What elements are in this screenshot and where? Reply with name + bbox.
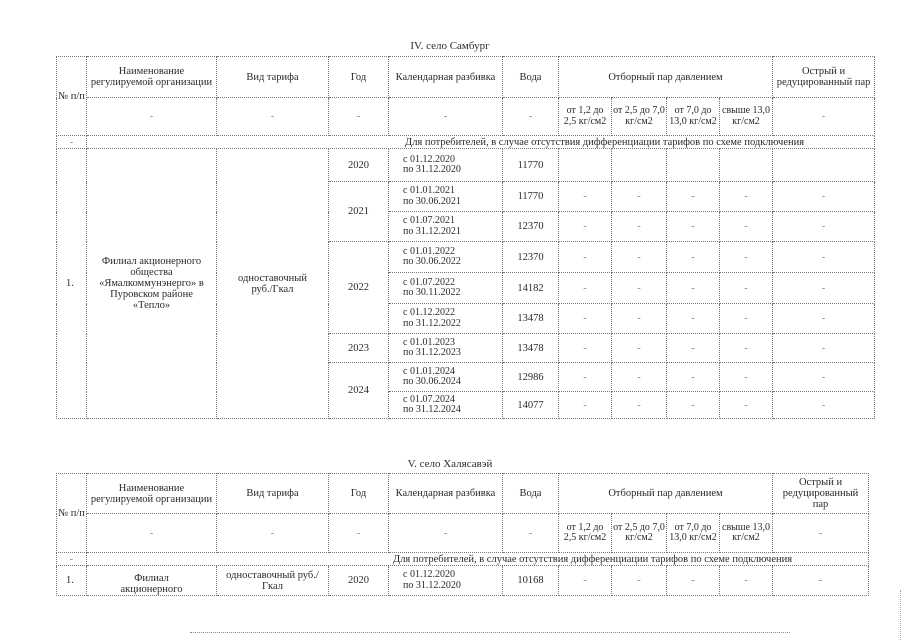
period-cell: с 01.07.2024 по 31.12.2024 xyxy=(389,392,503,419)
water-value: 13478 xyxy=(503,304,559,334)
header-num: № п/п xyxy=(57,474,87,553)
header-water: Вода xyxy=(503,57,559,98)
water-value: 12370 xyxy=(503,242,559,273)
water-value: 11770 xyxy=(503,182,559,212)
period-cell: с 01.01.2021 по 30.06.2021 xyxy=(389,182,503,212)
period-cell: с 01.07.2022 по 30.11.2022 xyxy=(389,273,503,304)
water-value: 11770 xyxy=(503,149,559,182)
header-pressure-3: от 7,0 до 13,0 кг/см2 xyxy=(667,98,720,136)
tariff-type: одноставочный руб./Гкал xyxy=(217,149,329,419)
year-cell: 2024 xyxy=(329,363,389,419)
header-org: Наименование регулируемой организации xyxy=(87,57,217,98)
tariff-table-samburg: № п/п Наименование регулируемой организации Вид тарифа Год Календарная разбивка Вода Отборный пар давлением Острый и редуцированный пар - - - - - от 1,2 до 2,5 кг/см2 от 2,5 до 7,0 кг/см2 от 7,0 до 13,0 кг/см2 свыше 13,0 кг/см2 - - Для потребителей, в случае отсутствия дифференциации тарифов по схеме подключения 1. Филиал акционерного общества «Ямалкоммунэнерго» в Пуровском районе «Тепло» одноставочный руб./Гкал 2020 с 01.12.2020 по 31.12.2020 11770 2021 с 01.01.2021 по 30.06.2021 11770 - - - - - с 01.07.2021 по 31.12.2021 12370 - - - - - 2022 с 01.01.2022 по 30.06.2022 12370 - - - - - с 01.07.2022 по 30.11.2022 14182 - - - - - с 01.12.2022 по 31.12.2022 13478 - - - - - 2023 с 01.01.2023 по 31.12.2023 13478 - - - - - 2024 с 01.01.2024 по 30.06.2024 12986 - - - - - с 01.07.2024 по 31.12.2024 14077 - - - - - xyxy=(56,56,875,419)
page-edge-mark xyxy=(900,590,903,640)
header-pressure-1: от 1,2 до 2,5 кг/см2 xyxy=(559,98,612,136)
year-cell: 2022 xyxy=(329,242,389,334)
water-value: 10168 xyxy=(503,566,559,596)
period-cell: с 01.12.2020 по 31.12.2020 xyxy=(389,149,503,182)
tariff-table-khalyasavey: № п/п Наименование регулируемой организации Вид тарифа Год Календарная разбивка Вода Отборный пар давлением Острый и редуцированный пар - - - - - от 1,2 до 2,5 кг/см2 от 2,5 до 7,0 кг/см2 от 7,0 до 13,0 кг/см2 свыше 13,0 кг/см2 - - Для потребителей, в случае отсутствия дифференциации тарифов по схеме подключения 1. Филиал акционерного одноставочный руб./Гкал 2020 с 01.12.2020 по 31.12.2020 10168 - - - - - xyxy=(56,473,869,596)
period-cell: с 01.01.2022 по 30.06.2022 xyxy=(389,242,503,273)
header-dash: - xyxy=(329,98,389,136)
footer-dotted-line xyxy=(190,632,790,633)
year-cell: 2020 xyxy=(329,149,389,182)
section-iv-title: IV. село Самбург xyxy=(410,40,490,52)
header-year: Год xyxy=(329,474,389,514)
header-pressure-4: свыше 13,0 кг/см2 xyxy=(720,514,773,553)
period-cell: с 01.01.2024 по 30.06.2024 xyxy=(389,363,503,392)
row-number: 1. xyxy=(57,149,87,419)
header-dash: - xyxy=(217,98,329,136)
header-steam: Отборный пар давлением xyxy=(559,474,773,514)
organization-name: Филиал акционерного общества «Ямалкоммунэнерго» в Пуровском районе «Тепло» xyxy=(87,149,217,419)
tariff-type: одноставочный руб./Гкал xyxy=(217,566,329,596)
period-cell: с 01.12.2020 по 31.12.2020 xyxy=(389,566,503,596)
section-v-title: V. село Халясавэй xyxy=(407,458,493,470)
note-row: Для потребителей, в случае отсутствия дифференциации тарифов по схеме подключения xyxy=(87,136,875,149)
header-pressure-1: от 1,2 до 2,5 кг/см2 xyxy=(559,514,612,553)
row-number: 1. xyxy=(57,566,87,596)
water-value: 14182 xyxy=(503,273,559,304)
header-pressure-2: от 2,5 до 7,0 кг/см2 xyxy=(612,98,667,136)
header-pressure-3: от 7,0 до 13,0 кг/см2 xyxy=(667,514,720,553)
water-value: 14077 xyxy=(503,392,559,419)
note-dash: - xyxy=(57,136,87,149)
note-row: Для потребителей, в случае отсутствия дифференциации тарифов по схеме подключения xyxy=(87,553,869,566)
organization-name: Филиал акционерного xyxy=(87,566,217,596)
header-num: № п/п xyxy=(57,57,87,136)
water-value: 13478 xyxy=(503,334,559,363)
header-year: Год xyxy=(329,57,389,98)
year-cell: 2020 xyxy=(329,566,389,596)
header-calendar: Календарная разбивка xyxy=(389,57,503,98)
header-pressure-2: от 2,5 до 7,0 кг/см2 xyxy=(612,514,667,553)
header-dash: - xyxy=(87,98,217,136)
header-org: Наименование регулируемой организации xyxy=(87,474,217,514)
header-dash: - xyxy=(503,98,559,136)
header-pressure-4: свыше 13,0 кг/см2 xyxy=(720,98,773,136)
header-water: Вода xyxy=(503,474,559,514)
period-cell: с 01.07.2021 по 31.12.2021 xyxy=(389,212,503,242)
header-sharp-steam: Острый и редуцированный пар xyxy=(773,474,869,514)
header-calendar: Календарная разбивка xyxy=(389,474,503,514)
header-sharp-steam: Острый и редуцированный пар xyxy=(773,57,875,98)
header-tariff: Вид тарифа xyxy=(217,57,329,98)
header-steam: Отборный пар давлением xyxy=(559,57,773,98)
water-value: 12370 xyxy=(503,212,559,242)
period-cell: с 01.01.2023 по 31.12.2023 xyxy=(389,334,503,363)
water-value: 12986 xyxy=(503,363,559,392)
header-dash: - xyxy=(773,98,875,136)
header-dash: - xyxy=(389,98,503,136)
header-tariff: Вид тарифа xyxy=(217,474,329,514)
year-cell: 2023 xyxy=(329,334,389,363)
period-cell: с 01.12.2022 по 31.12.2022 xyxy=(389,304,503,334)
year-cell: 2021 xyxy=(329,182,389,242)
